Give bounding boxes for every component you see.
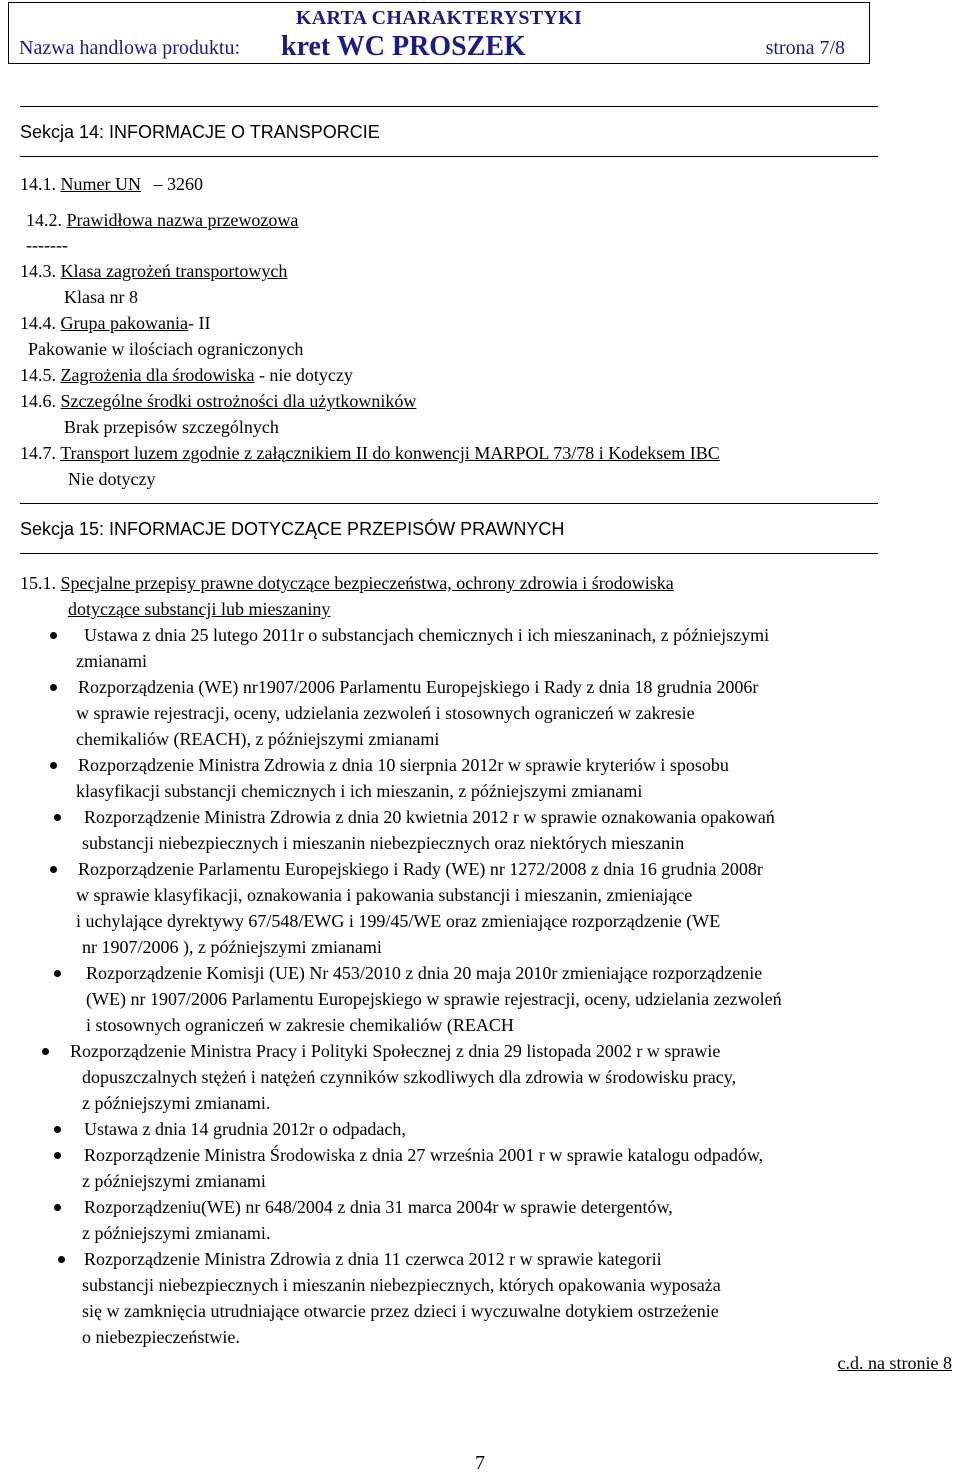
regulation-line: i uchylające dyrektywy 67/548/EWG i 199/45/WE oraz zmieniające rozporządzenie (WE bbox=[76, 911, 721, 931]
regulation-line: z późniejszymi zmianami. bbox=[82, 1093, 271, 1113]
item-15-1 bbox=[20, 572, 674, 594]
continued-link[interactable]: c.d. na stronie 8 bbox=[837, 1353, 952, 1373]
item-number: 14.7. bbox=[20, 443, 56, 463]
regulation-line: Rozporządzenie Komisji (UE) Nr 453/2010 z dnia 20 maja 2010r zmieniające rozporządzenie bbox=[86, 963, 763, 983]
regulation-line: w sprawie klasyfikacji, oznakowania i pakowania substancji i mieszanin, zmieniające bbox=[76, 885, 693, 905]
regulation-line: w sprawie rejestracji, oceny, udzielania zezwoleń i stosownych ograniczeń w zakresie bbox=[76, 703, 695, 723]
document-title: KARTA CHARAKTERYSTYKI bbox=[295, 7, 583, 29]
regulation-line: się w zamknięcia utrudniające otwarcie przez dzieci i wyczuwalne dotykiem ostrzeżenie bbox=[82, 1301, 719, 1321]
item-number: 14.2. bbox=[26, 210, 62, 230]
item-label: Prawidłowa nazwa przewozowa bbox=[66, 210, 299, 230]
regulation-line: Rozporządzenie Ministra Zdrowia z dnia 20 kwietnia 2012 r w sprawie oznakowania opakowań bbox=[84, 807, 775, 827]
regulation-line: Ustawa z dnia 25 lutego 2011r o substancjach chemicznych i ich mieszaninach, z późniejszymi bbox=[84, 625, 770, 645]
item-14-6 bbox=[20, 390, 416, 412]
item-value: ------- bbox=[26, 235, 68, 255]
bullet-icon bbox=[42, 1048, 49, 1055]
divider bbox=[20, 106, 878, 107]
item-label: Transport luzem zgodnie z załącznikiem II do konwencji MARPOL 73/78 i Kodeksem IBC bbox=[60, 443, 720, 463]
item-14-3 bbox=[20, 260, 287, 282]
bullet-icon bbox=[54, 970, 61, 977]
regulation-line: z późniejszymi zmianami bbox=[82, 1171, 266, 1191]
item-value: Klasa nr 8 bbox=[64, 287, 138, 307]
bullet-icon bbox=[50, 684, 57, 691]
item-value: Pakowanie w ilościach ograniczonych bbox=[28, 339, 304, 359]
bullet-icon bbox=[50, 866, 57, 873]
item-suffix: - II bbox=[187, 313, 211, 333]
regulation-line: z późniejszymi zmianami. bbox=[82, 1223, 271, 1243]
bullet-icon bbox=[54, 1204, 61, 1211]
regulation-line: i stosownych ograniczeń w zakresie chemikaliów (REACH bbox=[86, 1015, 514, 1035]
regulation-line: nr 1907/2006 ), z późniejszymi zmianami bbox=[82, 937, 382, 957]
item-number: 14.3. bbox=[20, 261, 56, 281]
item-label: Klasa zagrożeń transportowych bbox=[60, 261, 288, 281]
bullet-icon bbox=[54, 1152, 61, 1159]
regulation-line: zmianami bbox=[76, 651, 147, 671]
section-15-title: Sekcja 15: INFORMACJE DOTYCZĄCE PRZEPISÓW PRAWNYCH bbox=[20, 519, 565, 539]
divider bbox=[20, 156, 878, 157]
item-14-2 bbox=[26, 209, 298, 231]
regulation-line: (WE) nr 1907/2006 Parlamentu Europejskiego w sprawie rejestracji, oceny, udzielania zezwoleń bbox=[86, 989, 782, 1009]
page-indicator: strona 7/8 bbox=[765, 37, 845, 59]
regulation-line: dopuszczalnych stężeń i natężeń czynników szkodliwych dla zdrowia w środowisku pracy, bbox=[82, 1067, 737, 1087]
regulation-line: Ustawa z dnia 14 grudnia 2012r o odpadach, bbox=[84, 1119, 406, 1139]
product-name: kret WC PROSZEK bbox=[281, 31, 526, 62]
regulation-line: Rozporządzenie Ministra Środowiska z dnia 27 września 2001 r w sprawie katalogu odpadów, bbox=[84, 1145, 764, 1165]
bullet-icon bbox=[54, 814, 61, 821]
bullet-icon bbox=[50, 632, 57, 639]
regulation-line: o niebezpieczeństwie. bbox=[82, 1327, 240, 1347]
page-number: 7 bbox=[475, 1452, 485, 1474]
item-14-4 bbox=[20, 312, 210, 334]
item-number: 15.1. bbox=[20, 573, 56, 593]
bullet-icon bbox=[58, 1256, 65, 1263]
item-value: Nie dotyczy bbox=[68, 469, 156, 489]
item-value: – 3260 bbox=[153, 174, 203, 194]
item-14-5 bbox=[20, 364, 353, 386]
bullet-icon bbox=[54, 1126, 61, 1133]
regulation-line: klasyfikacji substancji chemicznych i ich mieszanin, z późniejszymi zmianami bbox=[76, 781, 643, 801]
regulation-line: Rozporządzeniu(WE) nr 648/2004 z dnia 31 marca 2004r w sprawie detergentów, bbox=[84, 1197, 673, 1217]
divider bbox=[20, 553, 878, 554]
item-label: Zagrożenia dla środowiska bbox=[60, 365, 255, 385]
item-number: 14.4. bbox=[20, 313, 56, 333]
item-number: 14.5. bbox=[20, 365, 56, 385]
product-label: Nazwa handlowa produktu: bbox=[19, 37, 241, 59]
item-number: 14.6. bbox=[20, 391, 56, 411]
regulation-line: Rozporządzenie Ministra Zdrowia z dnia 11 czerwca 2012 r w sprawie kategorii bbox=[84, 1249, 662, 1269]
item-14-7 bbox=[20, 442, 720, 464]
regulation-line: Rozporządzenie Parlamentu Europejskiego i Rady (WE) nr 1272/2008 z dnia 16 grudnia 2008r bbox=[78, 859, 763, 879]
regulation-line: Rozporządzenia (WE) nr1907/2006 Parlamentu Europejskiego i Rady z dnia 18 grudnia 2006r bbox=[78, 677, 759, 697]
regulation-line: Rozporządzenie Ministra Zdrowia z dnia 10 sierpnia 2012r w sprawie kryteriów i sposobu bbox=[78, 755, 729, 775]
bullet-icon bbox=[50, 762, 57, 769]
item-suffix: - nie dotyczy bbox=[254, 365, 353, 385]
item-label: Specjalne przepisy prawne dotyczące bezpieczeństwa, ochrony zdrowia i środowiska bbox=[60, 573, 674, 593]
item-label: Grupa pakowania bbox=[60, 313, 188, 333]
regulation-line: substancji niebezpiecznych i mieszanin niebezpiecznych, których opakowania wyposaża bbox=[82, 1275, 721, 1295]
regulation-line: substancji niebezpiecznych i mieszanin niebezpiecznych oraz niektórych mieszanin bbox=[82, 833, 685, 853]
divider bbox=[20, 503, 878, 504]
item-number: 14.1. bbox=[20, 174, 56, 194]
section-14-title: Sekcja 14: INFORMACJE O TRANSPORCIE bbox=[20, 122, 380, 142]
item-label-cont: dotyczące substancji lub mieszaniny bbox=[68, 599, 331, 619]
regulation-line: Rozporządzenie Ministra Pracy i Polityki Społecznej z dnia 29 listopada 2002 r w sprawie bbox=[70, 1041, 721, 1061]
item-label: Szczególne środki ostrożności dla użytkowników bbox=[60, 391, 417, 411]
regulation-line: chemikaliów (REACH), z późniejszymi zmianami bbox=[76, 729, 440, 749]
item-value: Brak przepisów szczególnych bbox=[64, 417, 279, 437]
document-header bbox=[8, 2, 870, 64]
item-14-1 bbox=[20, 173, 203, 195]
item-label: Numer UN bbox=[60, 174, 141, 194]
